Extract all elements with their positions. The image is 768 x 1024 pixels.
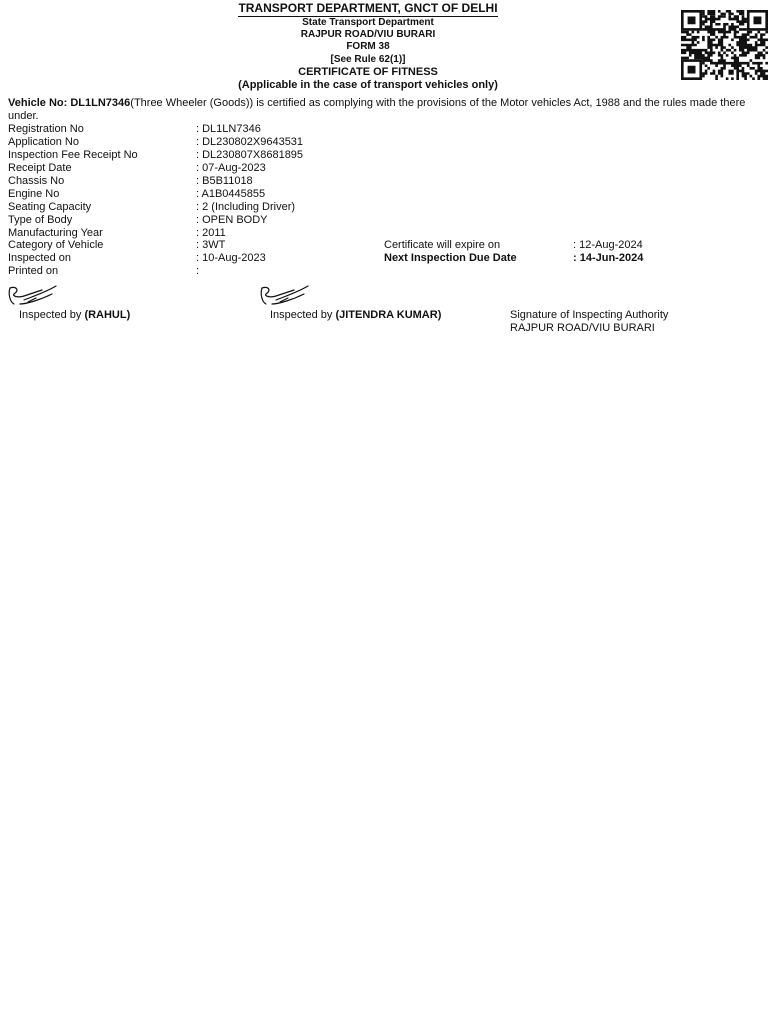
field-value: : OPEN BODY: [196, 214, 268, 226]
field-label: Registration No: [8, 123, 84, 135]
field-label: Application No: [8, 136, 79, 148]
signature-icon: [258, 282, 310, 308]
certificate-title: CERTIFICATE OF FITNESS: [298, 66, 438, 78]
expiry-value: : 12-Aug-2024: [573, 239, 643, 251]
field-value: : 2011: [196, 227, 226, 239]
field-label: Inspection Fee Receipt No: [8, 149, 138, 161]
field-label: Chassis No: [8, 175, 65, 187]
inspector-prefix: Inspected by: [270, 309, 336, 321]
inspecting-authority: [510, 309, 668, 335]
expiry-label: Certificate will expire on: [384, 239, 501, 251]
certification-statement: [8, 97, 758, 123]
authority-signature-label: Signature of Inspecting Authority: [510, 309, 669, 321]
inspector-1: [19, 309, 130, 321]
field-value: : A1B0445855: [196, 188, 266, 200]
field-value: : DL1LN7346: [196, 123, 261, 135]
field-row: [8, 239, 758, 252]
vehicle-number-label: Vehicle No: DL1LN7346: [8, 97, 131, 109]
inspector-prefix: Inspected by: [19, 309, 85, 321]
field-label: Inspected on: [8, 252, 71, 264]
field-label: Receipt Date: [8, 162, 72, 174]
qr-code-icon: [681, 10, 768, 80]
inspector-name: (JITENDRA KUMAR): [335, 309, 442, 321]
rule-reference: [See Rule 62(1)]: [330, 54, 406, 65]
office-name: RAJPUR ROAD/VIU BURARI: [300, 29, 436, 40]
form-number: FORM 38: [346, 41, 390, 52]
department-heading: TRANSPORT DEPARTMENT, GNCT OF DELHI: [238, 1, 498, 15]
state-department: State Transport Department: [302, 17, 434, 28]
field-value: : 10-Aug-2023: [196, 252, 266, 264]
field-value: : 2 (Including Driver): [196, 201, 296, 213]
certification-text: (Three Wheeler (Goods)) is certified as complying with the provisions of the Motor vehicles Act, 1988 and the rules made there under.: [8, 97, 746, 122]
next-inspection-value: : 14-Jun-2024: [573, 252, 644, 264]
field-value: : 3WT: [196, 239, 226, 251]
field-label: Type of Body: [8, 214, 73, 226]
field-value: : 07-Aug-2023: [196, 162, 266, 174]
inspector-name: (RAHUL): [84, 309, 131, 321]
field-label: Category of Vehicle: [8, 239, 104, 251]
field-label: Seating Capacity: [8, 201, 92, 213]
field-value: : B5B11018: [196, 175, 253, 187]
applicability-note: (Applicable in the case of transport vehicles only): [238, 79, 498, 91]
authority-office: RAJPUR ROAD/VIU BURARI: [510, 322, 655, 334]
field-value: : DL230807X8681895: [196, 149, 304, 161]
field-value: :: [196, 265, 200, 277]
inspector-2: [270, 309, 441, 321]
field-value: : DL230802X9643531: [196, 136, 304, 148]
field-label: Printed on: [8, 265, 59, 277]
signature-icon: [6, 282, 58, 308]
field-label: Manufacturing Year: [8, 227, 103, 239]
field-row: [8, 252, 758, 265]
next-inspection-label: Next Inspection Due Date: [384, 252, 517, 264]
field-label: Engine No: [8, 188, 60, 200]
